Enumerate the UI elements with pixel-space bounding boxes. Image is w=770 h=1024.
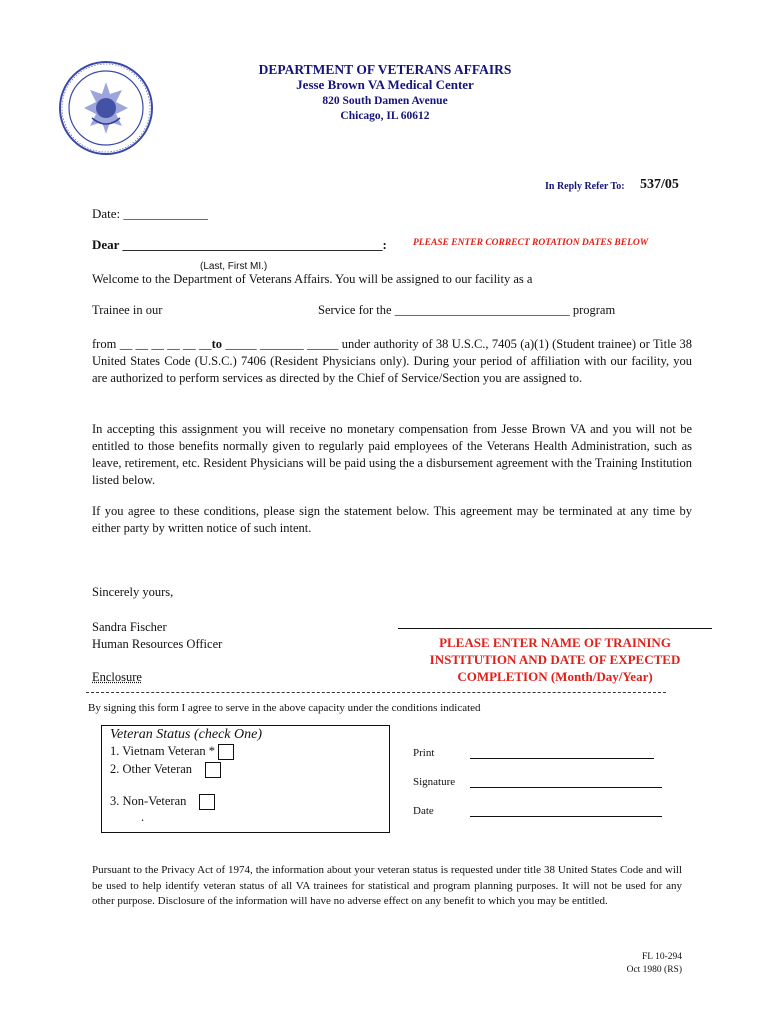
option-other-veteran[interactable] xyxy=(110,762,221,778)
signer-title: Human Resources Officer xyxy=(92,637,223,651)
dear-line: Dear ________________________________________: xyxy=(92,237,387,252)
trainee-in-text: Trainee in our xyxy=(92,303,163,317)
veteran-status-title: Veteran Status (check One) xyxy=(110,727,262,742)
institution-note: PLEASE ENTER NAME OF TRAINING INSTITUTION AND DATE OF EXPECTED COMPLETION (Month/Day/Year) xyxy=(429,635,681,684)
option-non-veteran[interactable] xyxy=(110,794,215,810)
date-label: Date xyxy=(413,805,434,817)
form-date: Oct 1980 (RS) xyxy=(626,965,682,975)
to-label: to xyxy=(211,337,222,351)
option-vietnam-veteran[interactable] xyxy=(110,744,234,760)
date-line: Date: _____________ xyxy=(92,206,208,221)
rotation-note: PLEASE ENTER CORRECT ROTATION DATES BELOW xyxy=(413,238,649,248)
option-vietnam-label: 1. Vietnam Veteran * xyxy=(110,744,216,758)
non-veteran-checkbox[interactable] xyxy=(199,794,215,810)
to-date-blank: _____ _______ _____ xyxy=(225,337,339,351)
center-name: Jesse Brown VA Medical Center xyxy=(296,77,474,92)
signature-label: Signature xyxy=(413,776,456,788)
option-non-veteran-label: 3. Non-Veteran xyxy=(110,794,187,808)
department-title: DEPARTMENT OF VETERANS AFFAIRS xyxy=(258,62,512,77)
service-for-text: Service for the ____________________________ program xyxy=(318,303,616,317)
from-label: from xyxy=(92,337,117,351)
privacy-act-statement: Pursuant to the Privacy Act of 1974, the information about your veteran status is requested under title 38 United States Code and will be used to help identify veteran status of all VA trainees for statistical and program planning purposes. It will not be used for any other purpose. Disclosure of the information will have no adverse effect on any benefit to which you may be entitled. xyxy=(92,864,682,907)
authority-text: under authority of 38 U.S.C., 7405 (a)(1) (Student trainee) or Title 38 United States Code (U.S.C.) 7406 (Resident Physicians only). During your period of affiliation with our facility, you are authorized to perform services as directed by the Chief of Service/Section you are assigned to. xyxy=(92,337,692,385)
date-field[interactable] xyxy=(470,816,662,817)
vietnam-veteran-checkbox[interactable] xyxy=(218,744,234,760)
authority-paragraph xyxy=(92,336,692,387)
consent-text: By signing this form I agree to serve in the above capacity under the conditions indicated xyxy=(88,702,481,714)
welcome-text: Welcome to the Department of Veterans Affairs. You will be assigned to our facility as a xyxy=(92,272,533,286)
signer-name: Sandra Fischer xyxy=(92,620,167,634)
closing: Sincerely yours, xyxy=(92,585,174,599)
institution-signature-line xyxy=(398,628,712,629)
dot-mark: . xyxy=(141,810,145,824)
compensation-paragraph: In accepting this assignment you will receive no monetary compensation from Jesse Brown VA and you will not be entitled to those benefits normally given to regularly paid employees of the Veterans Health Administration, such as leave, retirement, etc. Resident Physicians will be paid using the a disbursement agreement with the Training Institution listed below. xyxy=(92,422,692,487)
print-field[interactable] xyxy=(470,758,654,759)
from-date-blank: __ __ __ __ __ __ xyxy=(119,337,212,351)
other-veteran-checkbox[interactable] xyxy=(205,762,221,778)
street-address: 820 South Damen Avenue xyxy=(322,95,448,107)
signature-field[interactable] xyxy=(470,787,662,788)
enclosure-label: Enclosure xyxy=(92,670,142,684)
name-hint: (Last, First MI.) xyxy=(200,261,268,272)
reply-label: In Reply Refer To: xyxy=(545,181,625,192)
agreement-paragraph: If you agree to these conditions, please sign the statement below. This agreement may be terminated at any time by either party by written notice of such intent. xyxy=(92,504,692,535)
cut-line xyxy=(86,692,666,693)
form-number: FL 10-294 xyxy=(641,952,682,962)
option-other-label: 2. Other Veteran xyxy=(110,762,193,776)
reply-number: 537/05 xyxy=(640,177,679,192)
print-label: Print xyxy=(413,747,435,759)
city-address: Chicago, IL 60612 xyxy=(340,110,430,122)
